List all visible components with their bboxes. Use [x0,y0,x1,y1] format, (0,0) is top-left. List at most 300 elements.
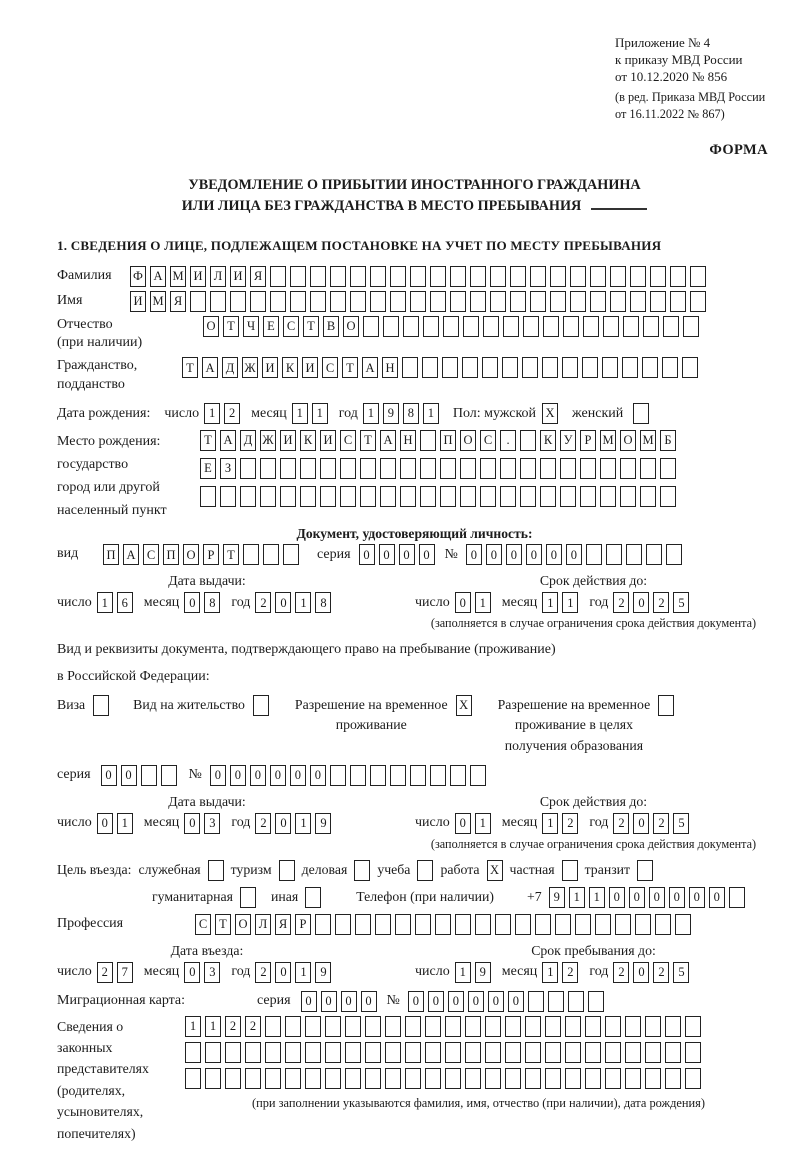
char-box[interactable]: 0 [250,765,266,786]
residence-number-boxes[interactable] [210,765,486,786]
char-box[interactable] [545,1068,561,1089]
char-box[interactable]: 0 [508,991,524,1012]
char-box[interactable]: 0 [486,544,502,565]
char-box[interactable]: 0 [546,544,562,565]
char-box[interactable] [375,914,391,935]
temp-residence-checkbox[interactable]: X [456,695,472,716]
legal-reps-boxes-row1[interactable] [185,1016,701,1037]
char-box[interactable]: 5 [673,592,689,613]
char-box[interactable]: 1 [475,813,491,834]
char-box[interactable] [605,1068,621,1089]
char-box[interactable]: О [343,316,359,337]
char-box[interactable]: Т [215,914,231,935]
char-box[interactable] [655,914,671,935]
char-box[interactable]: Я [250,266,266,287]
legal-reps-boxes-row3[interactable] [185,1068,701,1089]
char-box[interactable]: Ж [260,430,276,451]
char-box[interactable] [320,486,336,507]
char-box[interactable] [450,765,466,786]
char-box[interactable] [683,316,699,337]
char-box[interactable] [470,765,486,786]
char-box[interactable]: П [163,544,179,565]
char-box[interactable]: 0 [184,962,200,983]
char-box[interactable]: Л [255,914,271,935]
char-box[interactable] [520,458,536,479]
char-box[interactable]: 8 [315,592,331,613]
char-box[interactable] [615,914,631,935]
char-box[interactable]: 0 [301,991,317,1012]
char-box[interactable] [190,291,206,312]
char-box[interactable] [210,291,226,312]
char-box[interactable] [400,458,416,479]
char-box[interactable]: 1 [295,592,311,613]
char-box[interactable] [440,458,456,479]
char-box[interactable]: 0 [455,592,471,613]
char-box[interactable]: О [203,316,219,337]
char-box[interactable]: 0 [669,887,685,908]
identity-issue-month-boxes[interactable] [184,592,220,613]
char-box[interactable]: С [283,316,299,337]
char-box[interactable]: И [302,357,318,378]
migration-series-boxes[interactable] [301,991,377,1012]
char-box[interactable] [595,914,611,935]
char-box[interactable] [420,430,436,451]
char-box[interactable]: 0 [526,544,542,565]
char-box[interactable]: Я [275,914,291,935]
char-box[interactable] [605,1016,621,1037]
char-box[interactable] [270,266,286,287]
char-box[interactable] [585,1042,601,1063]
char-box[interactable] [370,266,386,287]
char-box[interactable]: 2 [653,813,669,834]
stay-until-month-boxes[interactable] [542,962,578,983]
char-box[interactable]: 0 [649,887,665,908]
char-box[interactable]: 0 [566,544,582,565]
char-box[interactable]: С [322,357,338,378]
char-box[interactable]: О [620,430,636,451]
char-box[interactable] [365,1068,381,1089]
char-box[interactable] [402,357,418,378]
char-box[interactable]: А [202,357,218,378]
char-box[interactable]: 1 [569,887,585,908]
char-box[interactable]: 2 [653,962,669,983]
char-box[interactable] [545,1042,561,1063]
char-box[interactable] [603,316,619,337]
char-box[interactable]: 1 [312,403,328,424]
char-box[interactable]: 5 [673,962,689,983]
char-box[interactable]: Т [303,316,319,337]
char-box[interactable] [610,291,626,312]
char-box[interactable] [729,887,745,908]
char-box[interactable] [582,357,598,378]
char-box[interactable]: 0 [275,813,291,834]
char-box[interactable] [385,1016,401,1037]
purpose-humanitarian-checkbox[interactable] [240,887,256,908]
char-box[interactable]: 2 [255,592,271,613]
identity-issue-day-boxes[interactable] [97,592,133,613]
stay-until-year-boxes[interactable] [613,962,689,983]
char-box[interactable]: 2 [613,962,629,983]
char-box[interactable]: Т [200,430,216,451]
char-box[interactable] [260,458,276,479]
char-box[interactable] [445,1068,461,1089]
char-box[interactable] [285,1042,301,1063]
char-box[interactable]: Н [382,357,398,378]
char-box[interactable] [405,1042,421,1063]
char-box[interactable] [350,765,366,786]
visa-checkbox[interactable] [93,695,109,716]
char-box[interactable] [380,486,396,507]
char-box[interactable]: 1 [542,962,558,983]
char-box[interactable]: 0 [428,991,444,1012]
char-box[interactable] [420,486,436,507]
char-box[interactable] [545,1016,561,1037]
char-box[interactable] [682,357,698,378]
char-box[interactable] [562,357,578,378]
char-box[interactable]: . [500,430,516,451]
char-box[interactable]: О [183,544,199,565]
char-box[interactable] [430,291,446,312]
char-box[interactable] [685,1068,701,1089]
char-box[interactable] [300,458,316,479]
char-box[interactable] [535,914,551,935]
char-box[interactable]: 0 [270,765,286,786]
purpose-study-checkbox[interactable] [417,860,433,881]
char-box[interactable] [310,291,326,312]
char-box[interactable] [690,266,706,287]
char-box[interactable] [606,544,622,565]
char-box[interactable] [540,486,556,507]
char-box[interactable] [265,1016,281,1037]
char-box[interactable] [502,357,518,378]
char-box[interactable]: П [103,544,119,565]
char-box[interactable] [470,266,486,287]
char-box[interactable] [583,316,599,337]
char-box[interactable] [365,1042,381,1063]
identity-valid-month-boxes[interactable] [542,592,578,613]
char-box[interactable] [542,357,558,378]
char-box[interactable]: У [560,430,576,451]
char-box[interactable] [442,357,458,378]
char-box[interactable]: К [282,357,298,378]
char-box[interactable] [630,291,646,312]
char-box[interactable] [205,1068,221,1089]
surname-boxes[interactable] [130,266,706,287]
female-checkbox[interactable] [633,403,649,424]
char-box[interactable] [665,1068,681,1089]
char-box[interactable] [390,291,406,312]
char-box[interactable] [330,765,346,786]
char-box[interactable]: Р [295,914,311,935]
char-box[interactable] [245,1068,261,1089]
char-box[interactable] [586,544,602,565]
char-box[interactable] [290,266,306,287]
char-box[interactable] [360,486,376,507]
char-box[interactable]: 2 [245,1016,261,1037]
char-box[interactable] [385,1042,401,1063]
char-box[interactable] [565,1016,581,1037]
char-box[interactable] [660,486,676,507]
char-box[interactable]: 1 [562,592,578,613]
char-box[interactable] [483,316,499,337]
char-box[interactable]: 8 [204,592,220,613]
char-box[interactable] [285,1068,301,1089]
char-box[interactable]: 0 [275,962,291,983]
char-box[interactable] [480,486,496,507]
char-box[interactable] [650,291,666,312]
char-box[interactable] [185,1068,201,1089]
char-box[interactable] [445,1016,461,1037]
char-box[interactable] [665,1016,681,1037]
char-box[interactable] [555,914,571,935]
char-box[interactable] [485,1016,501,1037]
char-box[interactable] [685,1042,701,1063]
residence-valid-day-boxes[interactable] [455,813,491,834]
char-box[interactable] [523,316,539,337]
char-box[interactable] [540,458,556,479]
temp-residence-education-checkbox[interactable] [658,695,674,716]
char-box[interactable]: Л [210,266,226,287]
char-box[interactable]: 0 [399,544,415,565]
purpose-transit-checkbox[interactable] [637,860,653,881]
patronymic-boxes[interactable] [203,316,699,337]
char-box[interactable] [623,316,639,337]
char-box[interactable] [345,1042,361,1063]
char-box[interactable] [480,458,496,479]
char-box[interactable] [666,544,682,565]
char-box[interactable] [243,544,259,565]
char-box[interactable] [460,458,476,479]
char-box[interactable]: А [380,430,396,451]
char-box[interactable] [505,1016,521,1037]
purpose-business-checkbox[interactable] [354,860,370,881]
char-box[interactable] [663,316,679,337]
char-box[interactable] [620,486,636,507]
identity-issue-year-boxes[interactable] [255,592,331,613]
char-box[interactable] [283,544,299,565]
char-box[interactable]: 2 [225,1016,241,1037]
char-box[interactable]: К [540,430,556,451]
char-box[interactable]: Ж [242,357,258,378]
char-box[interactable]: И [280,430,296,451]
male-checkbox[interactable]: X [542,403,558,424]
char-box[interactable]: 3 [204,813,220,834]
char-box[interactable]: 9 [315,962,331,983]
char-box[interactable]: И [320,430,336,451]
char-box[interactable] [363,316,379,337]
char-box[interactable]: Е [263,316,279,337]
char-box[interactable] [588,991,604,1012]
char-box[interactable] [670,266,686,287]
char-box[interactable]: А [362,357,378,378]
entry-month-boxes[interactable] [184,962,220,983]
char-box[interactable] [570,266,586,287]
residence-issue-day-boxes[interactable] [97,813,133,834]
char-box[interactable] [450,266,466,287]
char-box[interactable]: М [640,430,656,451]
char-box[interactable] [660,458,676,479]
char-box[interactable] [245,1042,261,1063]
char-box[interactable] [565,1068,581,1089]
char-box[interactable] [620,458,636,479]
char-box[interactable]: 0 [455,813,471,834]
residence-valid-month-boxes[interactable] [542,813,578,834]
char-box[interactable]: Т [360,430,376,451]
char-box[interactable]: 5 [673,813,689,834]
char-box[interactable] [570,291,586,312]
char-box[interactable] [605,1042,621,1063]
char-box[interactable]: 0 [341,991,357,1012]
given-name-boxes[interactable] [130,291,706,312]
char-box[interactable] [185,1042,201,1063]
residence-series-boxes[interactable] [101,765,177,786]
char-box[interactable] [622,357,638,378]
char-box[interactable] [141,765,157,786]
char-box[interactable] [425,1042,441,1063]
char-box[interactable]: И [262,357,278,378]
char-box[interactable] [240,486,256,507]
char-box[interactable]: Н [400,430,416,451]
char-box[interactable]: 0 [408,991,424,1012]
char-box[interactable] [305,1042,321,1063]
char-box[interactable]: 9 [315,813,331,834]
char-box[interactable]: М [600,430,616,451]
char-box[interactable] [642,357,658,378]
char-box[interactable] [455,914,471,935]
char-box[interactable] [320,458,336,479]
entry-year-boxes[interactable] [255,962,331,983]
char-box[interactable] [600,486,616,507]
char-box[interactable] [270,291,286,312]
char-box[interactable]: П [440,430,456,451]
char-box[interactable] [530,266,546,287]
char-box[interactable] [423,316,439,337]
char-box[interactable] [325,1068,341,1089]
char-box[interactable] [510,291,526,312]
char-box[interactable] [505,1042,521,1063]
char-box[interactable] [161,765,177,786]
char-box[interactable] [543,316,559,337]
char-box[interactable]: Я [170,291,186,312]
char-box[interactable] [490,291,506,312]
char-box[interactable] [670,291,686,312]
char-box[interactable] [625,1016,641,1037]
char-box[interactable] [565,1042,581,1063]
char-box[interactable]: 1 [475,592,491,613]
migration-number-boxes[interactable] [408,991,604,1012]
char-box[interactable] [475,914,491,935]
char-box[interactable] [645,1042,661,1063]
residence-issue-month-boxes[interactable] [184,813,220,834]
char-box[interactable]: Д [240,430,256,451]
profession-boxes[interactable] [195,914,691,935]
char-box[interactable] [590,266,606,287]
char-box[interactable] [290,291,306,312]
char-box[interactable] [383,316,399,337]
char-box[interactable]: С [480,430,496,451]
char-box[interactable] [640,458,656,479]
char-box[interactable]: 2 [255,962,271,983]
char-box[interactable]: 1 [542,592,558,613]
char-box[interactable] [575,914,591,935]
char-box[interactable]: 1 [185,1016,201,1037]
char-box[interactable] [410,266,426,287]
identity-valid-year-boxes[interactable] [613,592,689,613]
char-box[interactable]: 1 [292,403,308,424]
char-box[interactable] [440,486,456,507]
char-box[interactable] [602,357,618,378]
char-box[interactable] [560,486,576,507]
char-box[interactable]: 1 [117,813,133,834]
char-box[interactable]: 0 [506,544,522,565]
char-box[interactable]: Р [203,544,219,565]
char-box[interactable]: З [220,458,236,479]
char-box[interactable]: 3 [204,962,220,983]
char-box[interactable] [365,1016,381,1037]
char-box[interactable] [345,1016,361,1037]
char-box[interactable] [425,1068,441,1089]
char-box[interactable]: 1 [295,813,311,834]
char-box[interactable] [510,266,526,287]
char-box[interactable] [625,1068,641,1089]
char-box[interactable]: С [143,544,159,565]
char-box[interactable]: 0 [121,765,137,786]
char-box[interactable] [505,1068,521,1089]
char-box[interactable]: 0 [689,887,705,908]
char-box[interactable] [205,1042,221,1063]
birth-place-boxes-row1[interactable] [200,430,676,451]
char-box[interactable]: 2 [255,813,271,834]
char-box[interactable] [580,486,596,507]
char-box[interactable] [350,266,366,287]
char-box[interactable]: 1 [295,962,311,983]
char-box[interactable]: 0 [321,991,337,1012]
char-box[interactable]: 2 [224,403,240,424]
char-box[interactable]: В [323,316,339,337]
char-box[interactable]: Ч [243,316,259,337]
char-box[interactable] [463,316,479,337]
char-box[interactable] [420,458,436,479]
char-box[interactable] [265,1042,281,1063]
char-box[interactable] [560,458,576,479]
char-box[interactable] [530,291,546,312]
char-box[interactable] [315,914,331,935]
char-box[interactable] [460,486,476,507]
char-box[interactable]: 1 [455,962,471,983]
char-box[interactable]: 1 [589,887,605,908]
char-box[interactable] [305,1068,321,1089]
char-box[interactable]: М [170,266,186,287]
char-box[interactable] [590,291,606,312]
char-box[interactable] [462,357,478,378]
char-box[interactable]: 9 [383,403,399,424]
char-box[interactable]: 0 [709,887,725,908]
char-box[interactable] [435,914,451,935]
char-box[interactable] [640,486,656,507]
char-box[interactable] [685,1016,701,1037]
char-box[interactable]: 0 [101,765,117,786]
char-box[interactable]: 2 [653,592,669,613]
identity-kind-boxes[interactable] [103,544,299,565]
char-box[interactable] [643,316,659,337]
char-box[interactable] [625,1042,641,1063]
char-box[interactable]: 0 [419,544,435,565]
char-box[interactable] [495,914,511,935]
residence-permit-checkbox[interactable] [253,695,269,716]
char-box[interactable] [225,1042,241,1063]
char-box[interactable]: 0 [359,544,375,565]
char-box[interactable] [230,291,246,312]
